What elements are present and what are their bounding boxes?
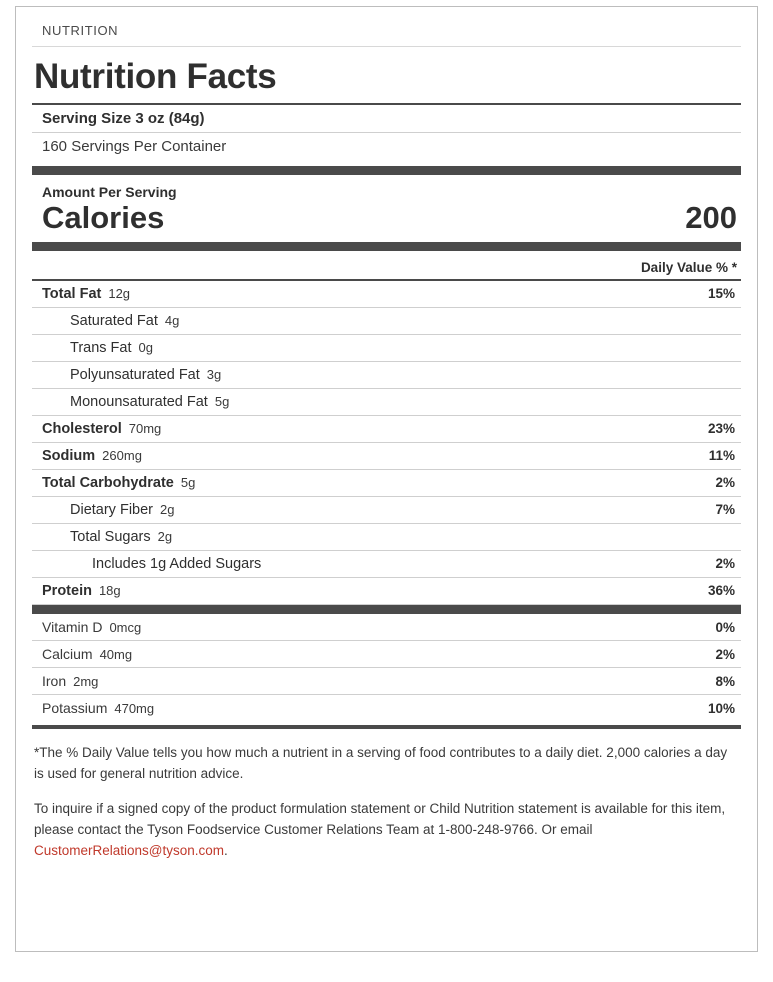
nutrient-name: Saturated Fat [70,313,158,329]
page-title: Nutrition Facts [34,57,277,96]
vitamin-daily-value: 2% [715,647,735,662]
vitamin-amount: 0mcg [109,620,142,635]
nutrient-label-group [42,502,174,518]
nutrient-row [32,335,741,361]
vitamin-daily-value: 0% [715,620,735,635]
calories-row [32,200,741,242]
nutrient-row [32,443,741,469]
nutrient-label-group [42,313,179,329]
calories-value: 200 [685,200,737,235]
servings-per-container-row [32,133,741,160]
nutrient-name: Protein [42,583,92,599]
nutrient-amount: 0g [138,340,153,355]
nutrient-daily-value: 2% [715,556,735,571]
nutrient-label-group [42,340,153,356]
nutrient-label-group [42,394,229,410]
footnote-contact-period: . [224,842,228,858]
thick-divider-calories [32,242,741,251]
nutrient-daily-value: 23% [707,421,735,436]
nutrient-label-group [42,286,130,302]
servings-per-container-text: 160 Servings Per Container [42,138,227,155]
nutrient-label-group [42,475,195,491]
footnote-contact [34,799,733,862]
vitamin-list [32,614,741,721]
vitamin-label-group [42,646,132,662]
vitamin-name: Potassium [42,700,108,716]
vitamin-row [32,695,741,721]
nutrient-row [32,470,741,496]
nutrient-label-group [42,421,161,437]
nutrient-row [32,308,741,334]
nutrient-name: Total Carbohydrate [42,475,174,491]
vitamin-amount: 2mg [73,674,99,689]
nutrient-row [32,416,741,442]
nutrient-amount: 70mg [128,421,162,436]
vitamin-label-group [42,619,141,635]
nutrient-name: Total Sugars [70,529,151,545]
thick-divider-top [32,166,741,175]
nutrient-daily-value: 7% [715,502,735,517]
vitamin-label-group [42,673,98,689]
nutrient-name: Cholesterol [42,421,122,437]
section-label: NUTRITION [32,7,741,47]
customer-relations-email-link[interactable]: CustomerRelations@tyson.com [34,842,225,858]
vitamin-name: Vitamin D [42,619,103,635]
nutrient-name: Total Fat [42,286,102,302]
daily-value-header: Daily Value % * [640,260,737,275]
vitamin-amount: 470mg [114,701,155,716]
nutrient-amount: 5g [180,475,196,490]
nutrient-name: Includes 1g Added Sugars [92,556,262,572]
nutrient-name: Polyunsaturated Fat [70,367,200,383]
nutrient-row [32,389,741,415]
vitamin-name: Calcium [42,646,93,662]
nutrient-label-group [42,529,172,545]
nutrient-label-group [42,367,221,383]
footnotes [32,729,741,862]
serving-size-row [32,105,741,132]
nutrient-name: Trans Fat [70,340,132,356]
amount-per-serving-label: Amount Per Serving [42,184,177,200]
nutrient-row [32,551,741,577]
nutrient-amount: 2g [160,502,175,517]
nutrient-amount: 12g [108,286,131,301]
vitamin-amount: 40mg [99,647,133,662]
nutrient-label-group [42,448,142,464]
thick-divider-vitamins [32,605,741,614]
nutrient-daily-value: 36% [707,583,735,598]
nutrient-row [32,578,741,604]
vitamin-daily-value: 8% [715,674,735,689]
nutrient-label-group [42,556,261,572]
calories-label: Calories [42,200,165,235]
nutrient-name: Dietary Fiber [70,502,153,518]
footnote-contact-text: To inquire if a signed copy of the product formulation statement or Child Nutrition statement is available for this item, please contact the Tyson Foodservice Customer Relations Team at 1-800-248-9766. Or email [34,800,726,837]
nutrient-name: Monounsaturated Fat [70,394,208,410]
vitamin-label-group [42,700,154,716]
nutrient-label-group [42,583,121,599]
vitamin-name: Iron [42,673,67,689]
nutrient-amount: 5g [214,394,230,409]
nutrient-daily-value: 11% [708,448,735,463]
nutrient-daily-value: 2% [715,475,735,490]
nutrient-amount: 260mg [102,448,142,463]
footnote-daily-value: *The % Daily Value tells you how much a nutrient in a serving of food contributes to a daily diet. 2,000 calories a day is used for general nutrition advice. [34,745,728,781]
nutrient-row [32,497,741,523]
nutrient-row [32,524,741,550]
nutrient-amount: 3g [206,367,222,382]
nutrient-row [32,362,741,388]
nutrition-facts-panel [15,6,758,952]
nutrient-row [32,281,741,307]
nutrient-amount: 4g [164,313,180,328]
nutrient-list [32,281,741,605]
vitamin-row [32,641,741,667]
nutrient-name: Sodium [42,448,96,464]
nutrient-daily-value: 15% [707,286,735,301]
vitamin-daily-value: 10% [707,701,735,716]
nutrient-amount: 2g [157,529,173,544]
serving-size-text: Serving Size 3 oz (84g) [42,110,205,127]
vitamin-row [32,614,741,640]
vitamin-row [32,668,741,694]
nutrient-amount: 18g [98,583,121,598]
